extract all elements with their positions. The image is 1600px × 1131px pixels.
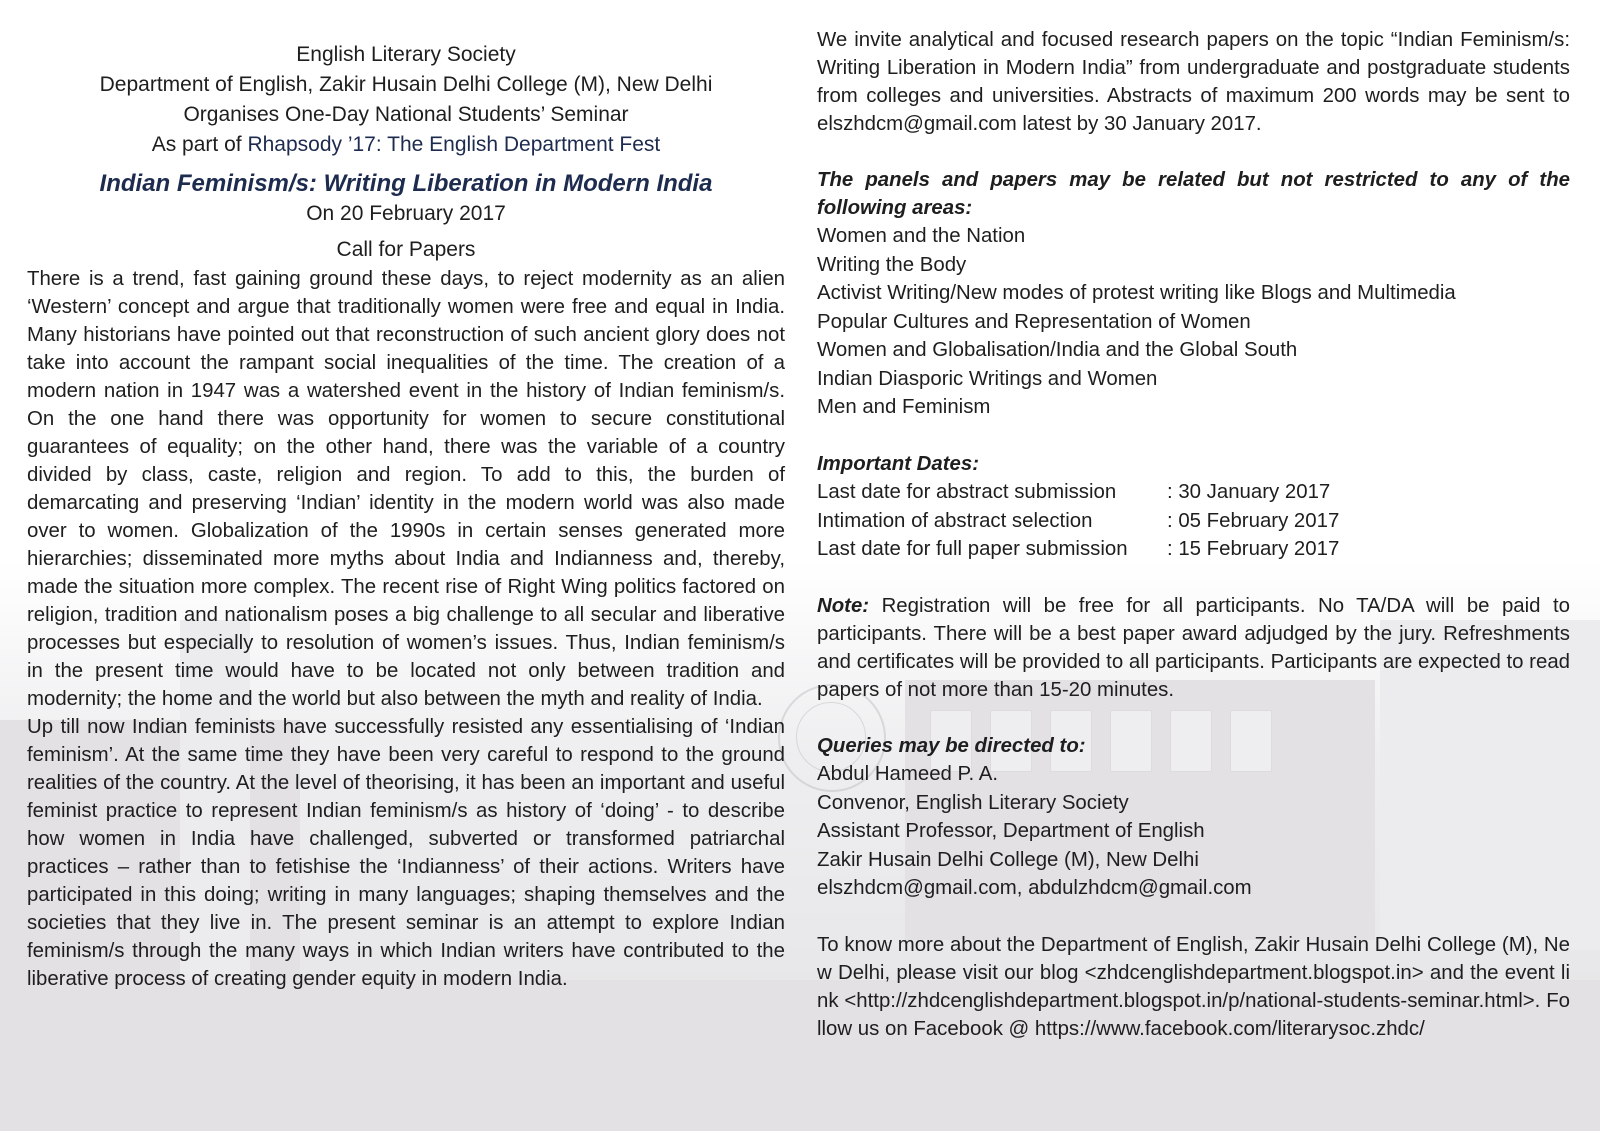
note-text: Registration will be free for all participants. No TA/DA will be paid to participants. There will be a best paper award adjudged by the jury. Refreshments and certificates will be provided to all participants. Participants are expected to read papers of not more than 15-20 minutes. xyxy=(817,594,1570,701)
area-item: Men and Feminism xyxy=(817,396,991,418)
spacer xyxy=(817,422,1570,450)
note-paragraph xyxy=(817,592,1570,704)
important-dates-heading: Important Dates: xyxy=(817,452,980,475)
date-label: Last date for full paper submission xyxy=(817,538,1128,560)
invitation-paragraph: We invite analytical and focused research papers on the topic “Indian Feminism/s: Writing Liberation in Modern India” from undergraduate and postgraduate students from colleges and universities. Abstracts of maximum 200 words may be sent to elszhdcm@gmail.com latest by 30 January 2017. xyxy=(817,29,1570,135)
areas-list xyxy=(817,222,1570,422)
left-column xyxy=(27,40,785,993)
area-item: Activist Writing/New modes of protest writing like Blogs and Multimedia xyxy=(817,282,1456,304)
date-row xyxy=(817,507,1570,536)
spacer xyxy=(817,138,1570,166)
fest-line xyxy=(27,130,785,160)
spacer xyxy=(817,564,1570,592)
areas-heading: The panels and papers may be related but not restricted to any of the following areas: xyxy=(817,169,1570,219)
contact-name: Abdul Hameed P. A. xyxy=(817,763,998,785)
date-row xyxy=(817,535,1570,564)
date-value: : 05 February 2017 xyxy=(1167,509,1340,532)
society-name: English Literary Society xyxy=(296,43,516,66)
note-label: Note: xyxy=(817,594,870,617)
area-item: Indian Diasporic Writings and Women xyxy=(817,367,1158,390)
date-row xyxy=(817,478,1570,507)
more-info-paragraph: To know more about the Department of English, Zakir Husain Delhi College (M), New Delhi, please visit our blog <zhdcenglishdepartment.blogspot.in> and the event link <http://zhdcenglishdepartment.blogspot.in/p/national-students-seminar.html>. Follow us on Facebook @ https://www.facebook.com/literarysoc.zhdc/ xyxy=(817,933,1570,1040)
contact-role: Convenor, English Literary Society xyxy=(817,791,1129,814)
contact-institution: Zakir Husain Delhi College (M), New Delhi xyxy=(817,848,1199,871)
fest-prefix: As part of xyxy=(151,133,248,156)
area-item: Popular Cultures and Representation of Women xyxy=(817,310,1251,333)
date-label: Intimation of abstract selection xyxy=(817,509,1093,532)
body-paragraph-1: There is a trend, fast gaining ground these days, to reject modernity as an alien ‘Western’ concept and argue that traditionally women were free and equal in India. Many historians have pointed out that reconstruction of such ancient glory does not take into account the rampant social inequalities of the time. The creation of a modern nation in 1947 was a watershed event in the history of Indian feminism/s. On the one hand there was opportunity for women to secure constitutional guarantees of equality; on the other hand, there was the variable of a country divided by class, caste, religion and region. To add to this, the burden of demarcating and preserving ‘Indian’ identity in the modern world was also made over to women. Globalization of the 1990s in certain senses generated more hierarchies; disseminated more myths about India and Indianness and, thereby, made the situation more complex. The recent rise of Right Wing politics factored on religion, tradition and nationalism poses a big challenge to all secular and liberative processes but especially to resolution of women’s issues. Thus, Indian feminism/s in the present time would have to be located not only between tradition and modernity; the home and the world but also between the myth and reality of India. xyxy=(27,268,785,710)
contact-designation: Assistant Professor, Department of English xyxy=(817,820,1205,842)
seminar-date: On 20 February 2017 xyxy=(306,202,506,225)
date-value: : 15 February 2017 xyxy=(1167,538,1340,560)
spacer xyxy=(817,704,1570,732)
contact-emails: elszhdcm@gmail.com, abdulzhdcm@gmail.com xyxy=(817,877,1252,899)
contact-block xyxy=(817,760,1570,903)
seminar-theme-title: Indian Feminism/s: Writing Liberation in Modern India xyxy=(99,170,713,197)
date-label: Last date for abstract submission xyxy=(817,481,1117,503)
spacer xyxy=(817,903,1570,931)
important-dates-list xyxy=(817,478,1570,564)
area-item: Writing the Body xyxy=(817,253,967,276)
body-paragraph-2: Up till now Indian feminists have successfully resisted any essentialising of ‘Indian feminism’. At the same time they have been very careful to respond to the ground realities of the country. At the level of theorising, it has been an important and useful feminist practice to represent Indian feminism/s as history of ‘doing’ - to describe how women in India have challenged, subverted or transformed patriarchal practices – rather than to fetishise the ‘Indianness’ of their actions. Writers have participated in this doing; writing in many languages; shaping themselves and the societies that they live in. The present seminar is an attempt to explore Indian feminism/s through the many ways in which Indian writers have contributed to the liberative process of creating gender equity in modern India. xyxy=(27,716,785,990)
department-line: Department of English, Zakir Husain Delhi College (M), New Delhi xyxy=(99,73,713,96)
queries-heading: Queries may be directed to: xyxy=(817,734,1086,757)
header-block xyxy=(27,40,785,265)
organises-line: Organises One-Day National Students’ Seminar xyxy=(183,103,629,126)
fest-name: Rhapsody ’17: The English Department Fest xyxy=(247,133,661,156)
area-item: Women and Globalisation/India and the Global South xyxy=(817,339,1298,361)
date-value: : 30 January 2017 xyxy=(1167,481,1331,503)
area-item: Women and the Nation xyxy=(817,225,1026,247)
right-column xyxy=(817,26,1570,1043)
call-for-papers-heading: Call for Papers xyxy=(336,238,476,261)
